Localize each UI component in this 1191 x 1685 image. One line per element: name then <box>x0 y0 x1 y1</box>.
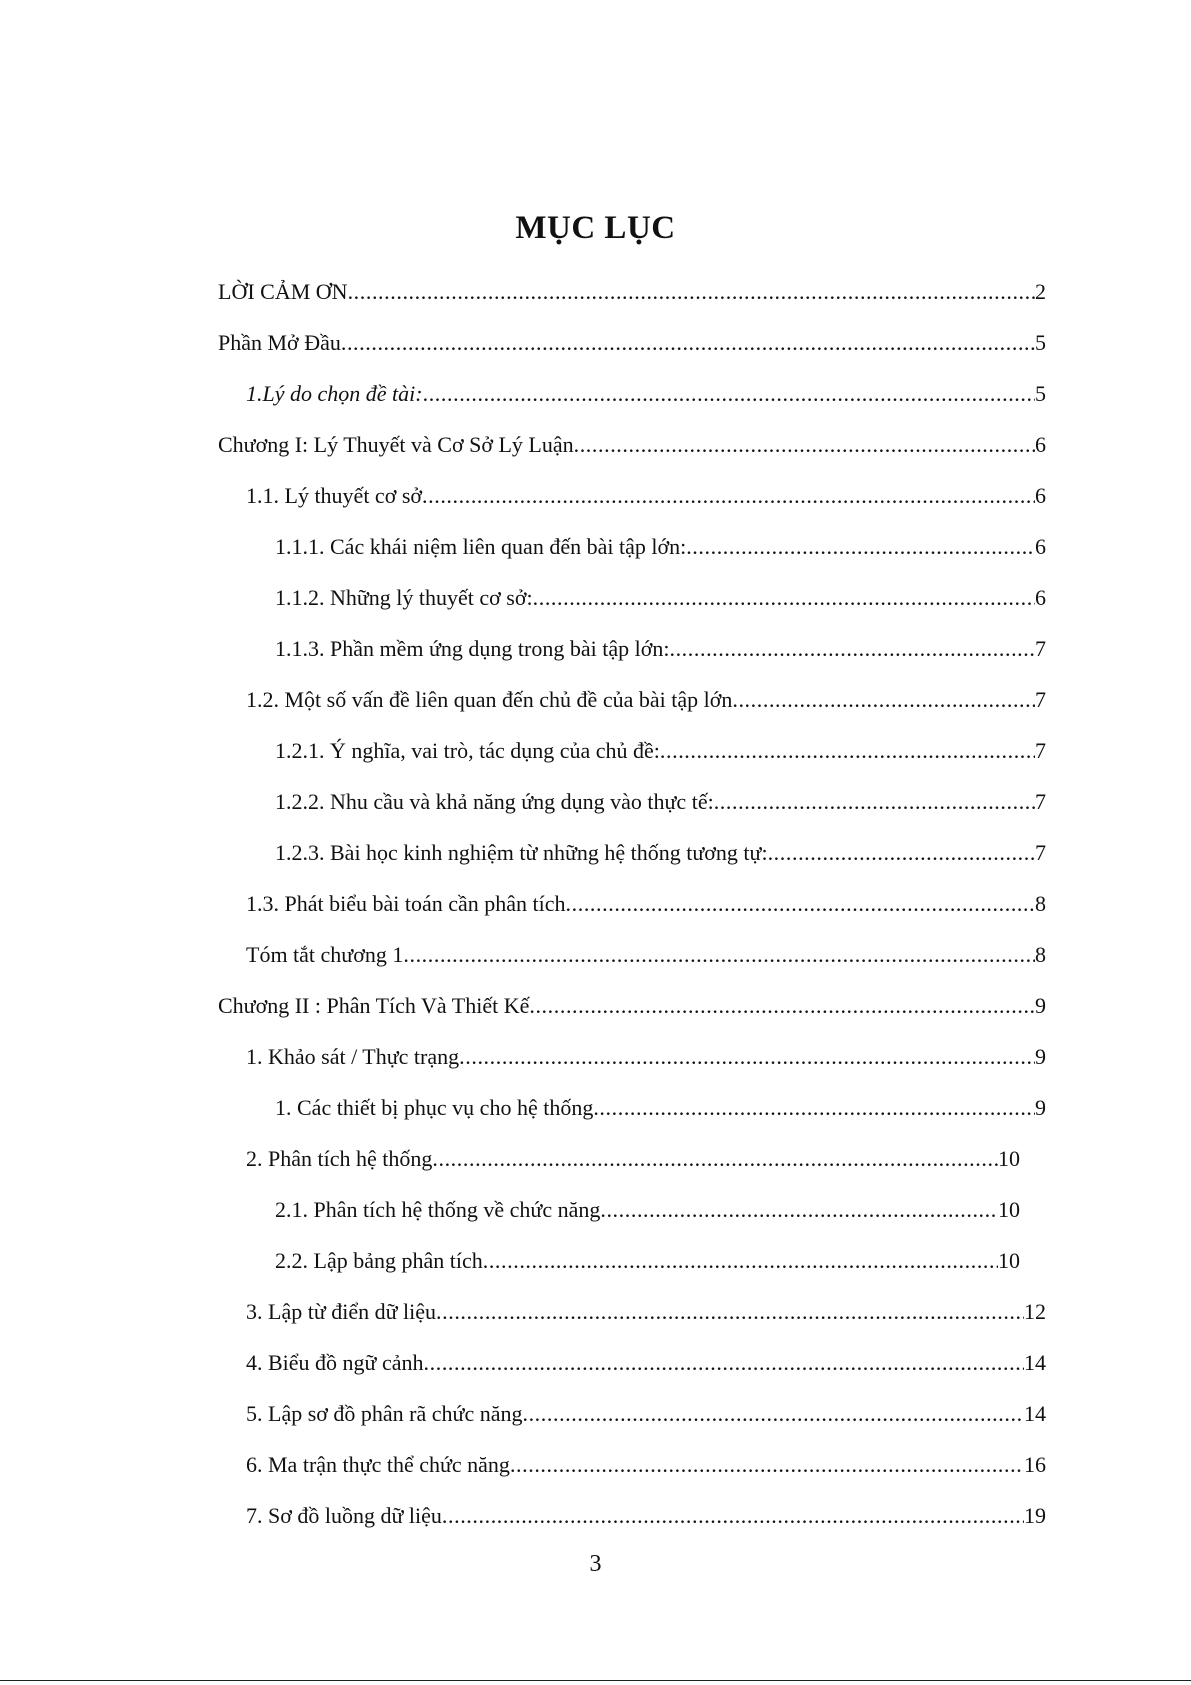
toc-entry[interactable] <box>275 833 1046 867</box>
toc-entry-label: 1.1.3. Phần mềm ứng dụng trong bài tập lớn: <box>275 636 670 661</box>
toc-entry-label: Chương I: Lý Thuyết và Cơ Sở Lý Luận <box>218 432 574 457</box>
toc-entry[interactable] <box>246 884 1046 918</box>
toc-entry[interactable] <box>246 1445 1046 1479</box>
dot-leader <box>529 992 1035 1020</box>
toc-entry-page: 6 <box>1035 585 1046 610</box>
dot-leader <box>686 533 1035 561</box>
toc-entry-page: 14 <box>1024 1401 1046 1426</box>
bottom-edge-rule <box>0 1680 1191 1681</box>
toc-entry-label: 1.3. Phát biểu bài toán cần phân tích <box>246 891 566 916</box>
toc-entry-label: Tóm tắt chương 1 <box>246 942 404 967</box>
dot-leader <box>423 380 1035 408</box>
toc-entry-label: LỜI CẢM ƠN <box>218 279 348 304</box>
toc-entry-page: 6 <box>1035 432 1046 457</box>
dot-leader <box>348 278 1035 306</box>
toc-entry-page: 6 <box>1035 534 1046 559</box>
dot-leader <box>533 584 1035 612</box>
dot-leader <box>403 941 1035 969</box>
dot-leader <box>341 329 1035 357</box>
toc-entry-label: 5. Lập sơ đồ phân rã chức năng <box>246 1401 523 1426</box>
toc-entry[interactable] <box>275 578 1046 612</box>
dot-leader <box>459 1043 1035 1071</box>
toc-entry-page: 8 <box>1035 942 1046 967</box>
toc-entry[interactable] <box>275 1241 1020 1275</box>
toc-entry[interactable] <box>275 527 1046 561</box>
toc-entry[interactable] <box>246 1496 1046 1530</box>
toc-entry-page: 12 <box>1024 1299 1046 1324</box>
toc-entry-page: 7 <box>1035 840 1046 865</box>
toc-entry[interactable] <box>275 1190 1020 1224</box>
toc-entry-label: 1.Lý do chọn đề tài: <box>246 381 423 406</box>
toc-entry-label: 1.2.1. Ý nghĩa, vai trò, tác dụng của chủ đề: <box>275 738 660 763</box>
dot-leader <box>483 1247 998 1275</box>
toc-entry[interactable] <box>275 1088 1046 1122</box>
toc-entry-label: 6. Ma trận thực thể chức năng <box>246 1452 510 1477</box>
toc-entry-page: 14 <box>1024 1350 1046 1375</box>
toc-entry-label: 2. Phân tích hệ thống <box>246 1146 433 1171</box>
dot-leader <box>522 1400 1024 1428</box>
toc-entry-label: 1.2.2. Nhu cầu và khả năng ứng dụng vào thực tế: <box>275 789 714 814</box>
toc-title: MỤC LỤC <box>515 210 676 246</box>
toc-entry-page: 10 <box>998 1197 1020 1222</box>
toc-entry[interactable] <box>246 1139 1020 1173</box>
toc-entry[interactable] <box>246 1394 1046 1428</box>
toc-entry-page: 16 <box>1024 1452 1046 1477</box>
toc-entry[interactable] <box>246 680 1046 714</box>
toc-entry-label: 1.1.1. Các khái niệm liên quan đến bài tập lớn: <box>275 534 687 559</box>
toc-entry-page: 5 <box>1035 381 1046 406</box>
toc-entry[interactable] <box>275 731 1046 765</box>
toc-entry-page: 7 <box>1035 789 1046 814</box>
toc-entry[interactable] <box>246 935 1046 969</box>
dot-leader <box>422 482 1035 510</box>
dot-leader <box>768 839 1035 867</box>
toc-entry-label: 1.1. Lý thuyết cơ sở <box>246 483 423 508</box>
toc-entry[interactable] <box>246 374 1046 408</box>
dot-leader <box>566 890 1035 918</box>
toc-entry-label: 7. Sơ đồ luồng dữ liệu <box>246 1503 442 1528</box>
toc-entry[interactable] <box>275 629 1046 663</box>
dot-leader <box>593 1094 1035 1122</box>
toc-entry-label: 4. Biểu đồ ngữ cảnh <box>246 1350 424 1375</box>
toc-entry-label: 2.1. Phân tích hệ thống về chức năng <box>275 1197 601 1222</box>
toc-entry-page: 19 <box>1024 1503 1046 1528</box>
toc-entry-label: 1. Các thiết bị phục vụ cho hệ thống <box>275 1095 594 1120</box>
toc-entry-page: 8 <box>1035 891 1046 916</box>
toc-entry-label: Chương II : Phân Tích Và Thiết Kế <box>218 993 530 1018</box>
dot-leader <box>574 431 1035 459</box>
toc-entry[interactable] <box>246 476 1046 510</box>
toc-entry-page: 7 <box>1035 636 1046 661</box>
dot-leader <box>510 1451 1024 1479</box>
toc-entry[interactable] <box>218 986 1046 1020</box>
dot-leader <box>442 1502 1024 1530</box>
toc-entry-label: 1.1.2. Những lý thuyết cơ sở: <box>275 585 533 610</box>
toc-entry-page: 5 <box>1035 330 1046 355</box>
toc-entry-label: 3. Lập từ điển dữ liệu <box>246 1299 437 1324</box>
toc-entry-page: 7 <box>1035 687 1046 712</box>
dot-leader <box>424 1349 1024 1377</box>
toc-entry-label: 1.2. Một số vấn đề liên quan đến chủ đề của bài tập lớn <box>246 687 733 712</box>
toc-entry-page: 10 <box>998 1146 1020 1171</box>
dot-leader <box>432 1145 998 1173</box>
toc-entry-label: 1. Khảo sát / Thực trạng <box>246 1044 460 1069</box>
toc-entry[interactable] <box>218 425 1046 459</box>
toc-entry-page: 9 <box>1035 1044 1046 1069</box>
dot-leader <box>669 635 1035 663</box>
toc-entry[interactable] <box>218 272 1046 306</box>
toc-entry[interactable] <box>246 1292 1046 1326</box>
dot-leader <box>600 1196 998 1224</box>
toc-entry[interactable] <box>275 782 1046 816</box>
toc-entry-label: Phần Mở Đầu <box>218 330 341 355</box>
toc-entry-page: 9 <box>1035 993 1046 1018</box>
toc-entry-label: 2.2. Lập bảng phân tích <box>275 1248 483 1273</box>
toc-entry-page: 7 <box>1035 738 1046 763</box>
toc-entry[interactable] <box>246 1343 1046 1377</box>
toc-entry[interactable] <box>218 323 1046 357</box>
toc-entry-page: 9 <box>1035 1095 1046 1120</box>
dot-leader <box>732 686 1035 714</box>
toc-entry-page: 10 <box>998 1248 1020 1273</box>
toc-entry-page: 6 <box>1035 483 1046 508</box>
dot-leader <box>660 737 1035 765</box>
toc-entry-page: 2 <box>1035 279 1046 304</box>
toc-entry-label: 1.2.3. Bài học kinh nghiệm từ những hệ thống tương tự: <box>275 840 768 865</box>
page-number: 3 <box>589 1551 602 1577</box>
dot-leader <box>436 1298 1024 1326</box>
toc-entry[interactable] <box>246 1037 1046 1071</box>
dot-leader <box>714 788 1035 816</box>
